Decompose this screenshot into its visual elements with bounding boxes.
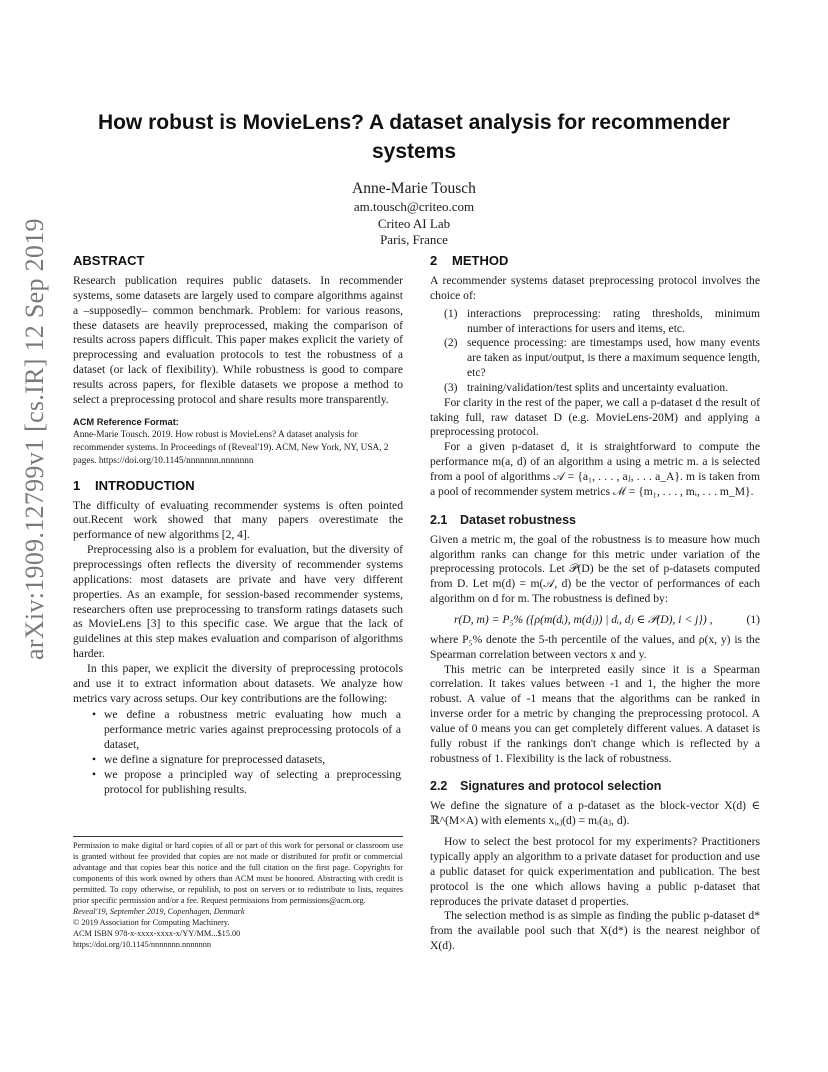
acm-reference-text: Anne-Marie Tousch. 2019. How robust is MovieLens? A dataset analysis for recommender systems. In Proceedings of (Reveal'19). ACM, New York, NY, USA, 2 pages. https://doi.org/10.1145/nnnnnnn.nnnnnnn (73, 429, 389, 466)
robustness-paragraph: Given a metric m, the goal of the robustness is to measure how much algorithm ranks can change for this metric under variation of the preprocessing protocols. Let 𝒫(D) be the set of p-datasets computed from D. Let m(d) = m(𝒜, d) be the vector of performances of each algorithm on d for m. The robustness is defined by: (430, 532, 760, 606)
method-title: METHOD (452, 253, 509, 268)
item-marker: (1) (444, 306, 458, 320)
abstract-heading: ABSTRACT (73, 253, 145, 268)
abstract-text: Research publication requires public datasets. In recommender systems, some datasets are largely used to compare algorithms against a –supposedly– common benchmark. Problem: for various reasons, these datasets are heavily preprocessed, making the comparison of results across papers difficult. This paper makes explicit the variety of preprocessing and evaluation protocols to test the robustness of a dataset (or lack of flexibility). While robustness is good to compare results across papers, for flexible datasets we propose a method to select a preprocessing protocol and share results more transparently. (73, 274, 403, 406)
robustness-equation (430, 613, 760, 629)
robustness-number: 2.1 (430, 512, 448, 527)
protocol-choice-list (430, 307, 760, 396)
robustness-paragraph: This metric can be interpreted easily since it is a Spearman correlation. It takes values between -1 and 1, the higher the more robust. A value of -1 means that the algorithms can be ranked in inverse order for a metric by changing the preprocessing protocol. A value of 0 means you can get completely different values. A dataset is fully robust if the rankings don't change which is reflected by a robustness of 1. Flexibility is the lack of robustness. (430, 662, 760, 765)
paper-title: How robust is MovieLens? A dataset analysis for recommender systems (97, 111, 731, 163)
item-text: interactions preprocessing: rating thresholds, minimum number of interactions for users and items, etc. (467, 306, 760, 335)
author-affiliation: Criteo AI Lab (377, 215, 451, 231)
intro-paragraph: In this paper, we explicit the diversity of preprocessing protocols and use it to extract information about datasets. We analyze how metrics vary across setups. Our key contributions are the following: (73, 661, 403, 705)
equation-number: (1) (746, 612, 760, 626)
intro-heading (73, 478, 403, 494)
equation-body: r(D, m) = P₅% ({ρ(m(dᵢ), m(dⱼ)) | dᵢ, dⱼ ∈ 𝒫(D), i < j}) , (454, 612, 713, 626)
copyright-line: © 2019 Association for Computing Machinery. (73, 918, 230, 927)
signatures-heading (430, 778, 760, 794)
acm-reference-heading: ACM Reference Format: (73, 416, 179, 427)
intro-paragraph: The difficulty of evaluating recommender systems is often pointed out.Recent work showed that many papers overestimate the performance of new algorithms [2, 4]. (73, 498, 403, 542)
method-paragraph: For a given p-dataset d, it is straightforward to compute the performance m(a, d) of an algorithm a using a metric m. a is selected from a pool of algorithms 𝒜 = {a₁, . . . , aⱼ, . . . a_A}. m is taken from a pool of recommender system metrics ℳ = {m₁, . . . , mᵢ, . . . m_M}. (430, 440, 760, 498)
arxiv-stamp-text: arXiv:1909.12799v1 [cs.IR] 12 Sep 2019 (20, 218, 49, 660)
item-text: training/validation/test splits and uncertainty evaluation. (467, 380, 729, 394)
right-column (430, 253, 760, 954)
author-name: Anne-Marie Tousch (352, 180, 476, 197)
item-marker: (2) (444, 336, 458, 350)
contribution-list (73, 708, 403, 797)
left-column (73, 253, 403, 797)
signatures-paragraph: We define the signature of a p-dataset as the block-vector X(d) ∈ ℝ^(M×A) with elements xᵢ,ⱼ(d) = mᵢ(aⱼ, d). (430, 799, 760, 828)
method-heading (430, 253, 760, 269)
contribution-item: • we define a robustness metric evaluating how much a performance metric varies against preprocessing protocols of a dataset, (73, 708, 403, 753)
signatures-title: Signatures and protocol selection (460, 779, 662, 794)
protocol-choice-item (430, 381, 760, 396)
contribution-item: • we propose a principled way of selecting a preprocessing protocol for publishing results. (73, 768, 403, 798)
robustness-heading (430, 512, 760, 528)
permission-footnote (73, 836, 403, 950)
method-paragraph: For clarity in the rest of the paper, we call a p-dataset d the result of taking full, raw dataset D (e.g. MovieLens-20M) and applying a preprocessing protocol. (430, 395, 760, 439)
method-number: 2 (430, 253, 438, 268)
item-marker: (3) (444, 380, 458, 394)
intro-number: 1 (73, 477, 81, 493)
robustness-paragraph: where P₅% denote the 5-th percentile of the values, and ρ(x, y) is the Spearman correlation between vectors x and y. (430, 632, 760, 661)
intro-title: INTRODUCTION (95, 477, 195, 493)
isbn-line: ACM ISBN 978-x-xxxx-xxxx-x/YY/MM...$15.00 (73, 929, 241, 938)
author-block (214, 178, 614, 249)
signatures-number: 2.2 (430, 779, 448, 794)
contribution-item: • we define a signature for preprocessed datasets, (73, 753, 403, 768)
permission-text: Permission to make digital or hard copies of all or part of this work for personal or classroom use is granted without fee provided that copies are not made or distributed for profit or commercial advantage and that copies bear this notice and the full citation on the first page. Copyrights for components of this work owned by others than ACM must be honored. Abstracting with credit is permitted. To copy otherwise, or republish, to post on servers or to redistribute to lists, requires prior specific permission and/or a fee. Request permissions from permissions@acm.org. (73, 841, 403, 905)
signatures-paragraph: The selection method is as simple as finding the public p-dataset d* from the available pool such that X(d*) is the nearest neighbor of X(d). (430, 909, 760, 953)
doi-line: https://doi.org/10.1145/nnnnnnn.nnnnnnn (73, 940, 212, 949)
conference-line: Reveal'19, September 2019, Copenhagen, Denmark (73, 907, 245, 916)
author-location: Paris, France (380, 232, 448, 247)
arxiv-stamp (20, 218, 60, 700)
author-email: am.tousch@criteo.com (353, 199, 475, 214)
protocol-choice-item (430, 336, 760, 381)
item-text: sequence processing: are timestamps used, how many events are taken as input/output, is there a maximum sequence length, etc? (467, 336, 760, 380)
robustness-title: Dataset robustness (460, 512, 577, 527)
protocol-choice-item (430, 307, 760, 337)
intro-paragraph: Preprocessing also is a problem for evaluation, but the diversity of preprocessings often reflects the diversity of recommender systems applications: most datasets are private and have very different properties. As an example, for session-based recommender systems, researchers often use preprocessing to transform ratings datasets such as MovieLens [3] to this specific case. We argue that the lack of guidelines at this step makes evaluation and comparison of algorithms harder. (73, 543, 403, 661)
signatures-paragraph: How to select the best protocol for my experiments? Practitioners typically apply an algorithm to a private dataset for production and use a public dataset for quick experimentation and publication. The best protocol is the one which allows having a public p-dataset that reproduces the private dataset d properties. (430, 835, 760, 908)
method-intro: A recommender systems dataset preprocessing protocol involves the choice of: (430, 274, 760, 302)
